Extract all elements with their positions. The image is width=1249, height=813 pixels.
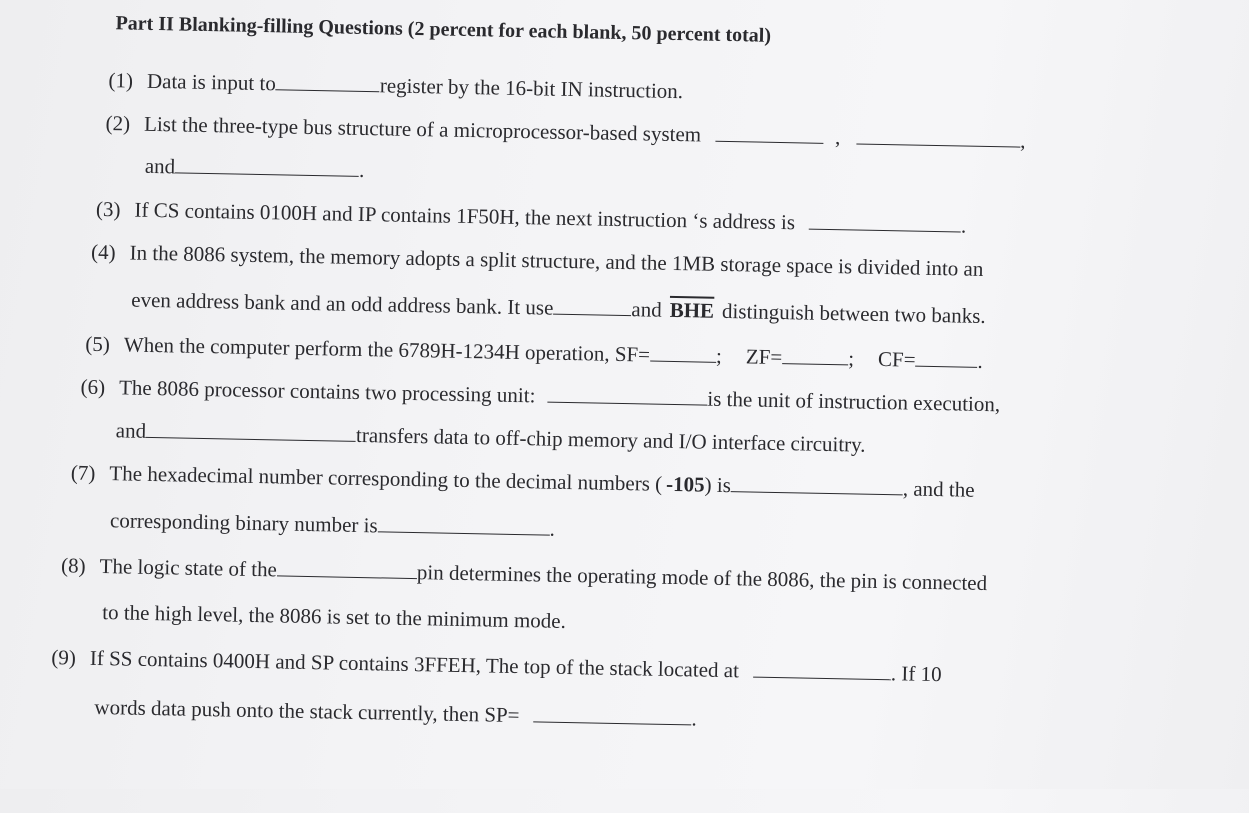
q4-text-3: distinguish between two banks.: [721, 298, 986, 328]
q2-and: and: [144, 153, 176, 179]
question-4-line-2: [131, 287, 986, 329]
zf-label: ZF=: [745, 344, 783, 370]
question-number: (3): [95, 196, 121, 222]
q7-text-1: The hexadecimal number corresponding to the decimal numbers (: [109, 461, 663, 496]
q2-sep-2: ,: [1020, 128, 1026, 153]
question-number: (6): [80, 374, 106, 400]
q7-blank-1[interactable]: [731, 473, 903, 495]
cf-blank[interactable]: [915, 348, 977, 368]
q2-text: List the three-type bus structure of a microprocessor-based system: [143, 111, 702, 147]
question-2-line-2: [145, 153, 365, 183]
section-title: Part II Blanking-filling Questions (2 percent for each blank, 50 percent total): [115, 12, 772, 47]
q7-blank-2[interactable]: [378, 513, 550, 535]
question-6-line-2: [116, 417, 866, 457]
q1-text-a: Data is input to: [146, 68, 277, 96]
q9-end: .: [691, 706, 697, 731]
q1-blank[interactable]: [276, 71, 380, 92]
question-8-line-2: [102, 599, 566, 634]
question-8: [61, 552, 987, 596]
q8-text-1: The logic state of the: [99, 554, 278, 582]
q2-sep-1: ,: [834, 125, 841, 150]
question-number: (5): [85, 331, 111, 357]
question-number: (8): [60, 553, 86, 578]
q7-text-2: ) is: [704, 472, 732, 498]
q9-text-2: . If 10: [890, 661, 942, 687]
q3-blank[interactable]: [809, 211, 961, 233]
q5-end: .: [977, 348, 984, 373]
q3-end: .: [960, 213, 967, 238]
cf-label: CF=: [877, 346, 916, 372]
q4-text-1: In the 8086 system, the memory adopts a split structure, and the 1MB storage space is divided into an: [129, 240, 984, 281]
q6-blank-1[interactable]: [547, 384, 707, 406]
q2-blank-3[interactable]: [175, 154, 359, 177]
q5-sep-2: ;: [847, 346, 855, 371]
question-7: [71, 459, 975, 502]
q8-text-2: pin determines the operating mode of the 8086, the pin is connected: [416, 560, 988, 596]
question-number: (1): [108, 68, 134, 93]
q5-sep-1: ;: [715, 343, 723, 368]
q6-text-2: is the unit of instruction execution,: [707, 386, 1001, 417]
q2-blank-1[interactable]: [715, 123, 823, 144]
question-7-line-2: [110, 507, 555, 542]
question-1: [108, 67, 683, 104]
q8-text-3: to the high level, the 8086 is set to the minimum mode.: [102, 600, 567, 633]
q6-and: and: [115, 418, 147, 443]
q6-text-3: transfers data to off-chip memory and I/O interface circuitry.: [355, 422, 866, 457]
q6-blank-2[interactable]: [146, 419, 356, 442]
question-3: [96, 196, 967, 239]
q7-text-4: corresponding binary number is: [109, 508, 378, 538]
q4-blank[interactable]: [553, 296, 631, 316]
q8-blank[interactable]: [277, 557, 417, 579]
sf-blank[interactable]: [650, 343, 716, 363]
question-9: [51, 644, 942, 687]
question-5: [85, 331, 983, 374]
q2-blank-2[interactable]: [856, 125, 1020, 147]
question-9-line-2: [94, 694, 697, 732]
zf-blank[interactable]: [782, 345, 848, 365]
q9-blank-2[interactable]: [533, 703, 691, 725]
q9-text-3: words data push onto the stack currently, then SP=: [94, 694, 520, 728]
question-number: (4): [90, 239, 116, 265]
question-2: [105, 110, 1025, 154]
q7-text-3: , and the: [902, 476, 975, 502]
q7-end: .: [549, 516, 556, 541]
bhe-signal: $\overline{BHE}$: [669, 297, 715, 323]
question-number: (7): [70, 460, 96, 485]
question-6: [80, 374, 1000, 418]
q9-blank-1[interactable]: [753, 659, 891, 681]
q5-text: When the computer perform the 6789H-1234H operation, SF=: [123, 332, 651, 367]
question-number: (9): [51, 645, 77, 670]
q4-text-2: even address bank and an odd address bank. It use: [131, 287, 554, 320]
q2-end: .: [358, 157, 365, 183]
q7-decimal-value: -105: [665, 471, 705, 497]
q9-text-1: If SS contains 0400H and SP contains 3FFEH, The top of the stack located at: [89, 645, 740, 683]
q3-text: If CS contains 0100H and IP contains 1F50H, the next instruction ‘s address is: [134, 197, 796, 235]
q4-and: and: [631, 297, 662, 322]
question-number: (2): [105, 111, 131, 136]
question-4: [91, 239, 984, 282]
q1-text-b: register by the 16-bit IN instruction.: [379, 73, 684, 104]
q6-text-1: The 8086 processor contains two processing unit:: [118, 375, 536, 408]
